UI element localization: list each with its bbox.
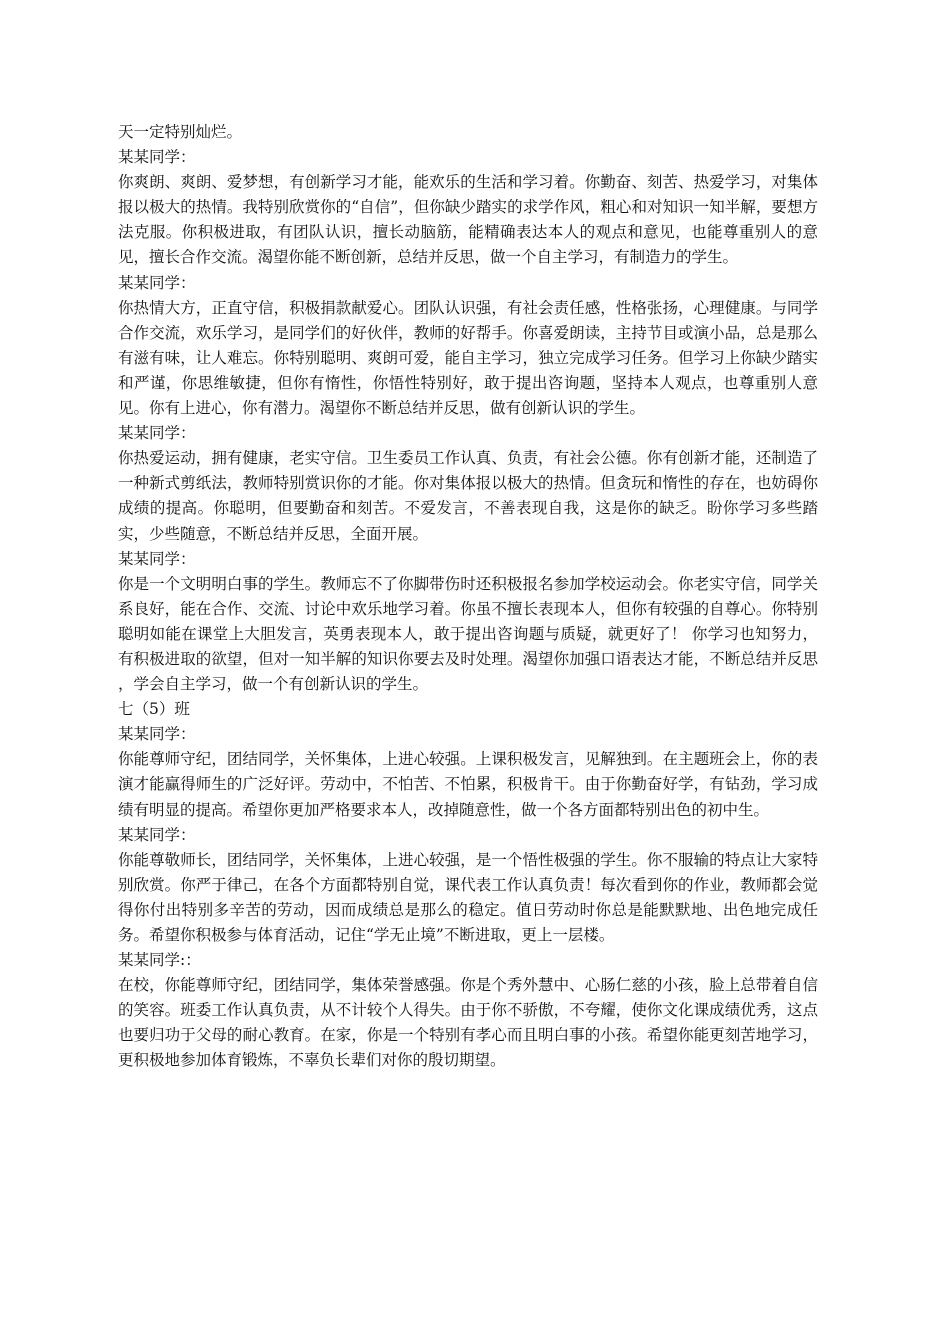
salutation: 某某同学： <box>118 148 196 167</box>
salutation: 某某同学:： <box>118 951 201 970</box>
comment-paragraph: 你能尊敬师长，团结同学，关怀集体，上进心较强，是一个悟性极强的学生。你不服输的特点让大家特别欣赏。你严于律己，在各个方面都特别自觉，课代表工作认真负责！每次看到你的作业，教师都会觉得你付出特别多辛苦的劳动，因而成绩总是那么的稳定。值日劳动时你总是能默默地、出色地完成任务。希望你积极参与体育活动，记住“学无止境”不断进取，更上一层楼。 <box>118 850 818 944</box>
salutation: 某某同学： <box>118 825 196 844</box>
paragraph-tail: 天一定特别灿烂。 <box>118 123 243 141</box>
salutation: 某某同学： <box>118 549 196 568</box>
comment-paragraph: 你能尊师守纪，团结同学，关怀集体，上进心较强。上课积极发言，见解独到。在主题班会上，你的表演才能赢得师生的广泛好评。劳动中，不怕苦、不怕累，积极肯干。由于你勤奋好学，有钻劲，学习成绩有明显的提高。希望你更加严格要求本人，改掉随意性，做一个各方面都特别出色的初中生。 <box>118 750 818 819</box>
comment-paragraph: 你是一个文明明白事的学生。教师忘不了你脚带伤时还积极报名参加学校运动会。你老实守信，同学关系良好，能在合作、交流、讨论中欢乐地学习着。你虽不擅长表现本人，但你有较强的自尊心。你特别聪明如能在课堂上大胆发言，英勇表现本人，敢于提出咨询题与质疑，就更好了！ 你学习也知努力，有积极进取的欲望，但对一知半解的知识你要去及时处理。渴望你加强口语表达才能，不断总结并反思 ，学会自主学习，做一个有创新认识的学生。 <box>118 574 818 694</box>
comment-paragraph: 你热爱运动，拥有健康，老实守信。卫生委员工作认真、负责，有社会公德。你有创新才能，还制造了一种新式剪纸法，教师特别赏识你的才能。你对集体报以极大的热情。但贪玩和惰性的存在，也妨碍你成绩的提高。你聪明，但要勤奋和刻苦。不爱发言，不善表现自我，这是你的缺乏。盼你学习多些踏实，少些随意，不断总结并反思，全面开展。 <box>118 449 818 543</box>
salutation: 某某同学： <box>118 273 196 292</box>
document-body <box>118 120 818 1074</box>
comment-paragraph: 在校，你能尊师守纪，团结同学，集体荣誉感强。你是个秀外慧中、心肠仁慈的小孩，脸上总带着自信的笑容。班委工作认真负责，从不计较个人得失。由于你不骄傲，不夸耀，使你文化课成绩优秀，这点也要归功于父母的耐心教育。在家，你是一个特别有孝心而且明白事的小孩。希望你能更刻苦地学习，更积极地参加体育锻炼，不辜负长辈们对你的殷切期望。 <box>118 976 818 1070</box>
salutation: 某某同学： <box>118 725 196 744</box>
comment-paragraph: 你爽朗、爽朗、爱梦想，有创新学习才能，能欢乐的生活和学习着。你勤奋、刻苦、热爱学习，对集体报以极大的热情。我特别欣赏你的“自信”，但你缺少踏实的求学作风，粗心和对知识一知半解，要想方法克服。你积极进取，有团队认识，擅长动脑筋，能精确表达本人的观点和意见，也能尊重别人的意见，擅长合作交流。渴望你能不断创新，总结并反思，做一个自主学习，有制造力的学生。 <box>118 173 818 267</box>
comment-paragraph: 你热情大方，正直守信，积极捐款献爱心。团队认识强，有社会责任感，性格张扬，心理健康。与同学合作交流，欢乐学习，是同学们的好伙伴，教师的好帮手。你喜爱朗读，主持节目或演小品，总是那么有滋有味，让人难忘。你特别聪明、爽朗可爱，能自主学习，独立完成学习任务。但学习上你缺少踏实和严谨，你思维敏捷，但你有惰性，你悟性特别好，敢于提出咨询题，坚持本人观点，也尊重别人意见。你有上进心，你有潜力。渴望你不断总结并反思，做有创新认识的学生。 <box>118 298 818 418</box>
salutation: 某某同学： <box>118 424 196 443</box>
class-heading: 七（5）班 <box>118 700 190 719</box>
